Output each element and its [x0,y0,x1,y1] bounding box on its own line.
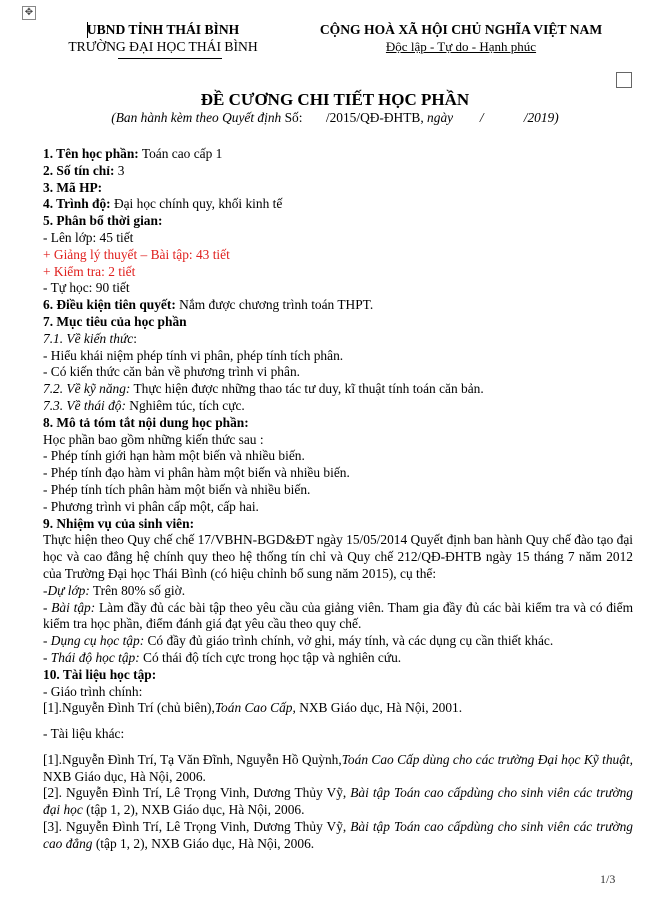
section-9-attitude: - Thái độ học tập: Có thái độ tích cực trong học tập và nghiên cứu. [43,649,402,665]
list-item: - Lên lớp: 45 tiết [43,229,134,245]
list-item: - Phép tính giới hạn hàm một biến và nhiều biến. [43,448,305,464]
reference-other-3: [3]. Nguyễn Đình Trí, Lê Trọng Vinh, Dương Thủy Vỹ, Bài tập Toán cao cấpdùng cho sinh viên các trường cao đẳng (tập 1, 2), NXB Giáo dục, Hà Nội, 2006. [43,819,633,851]
section-9: 9. Nhiệm vụ của sinh viên: [43,515,195,531]
section-10-other-label: - Tài liệu khác: [43,726,125,742]
list-item: - Phép tính đạo hàm vi phân hàm một biến và nhiều biến. [43,465,350,481]
section-4: 4. Trình độ: Đại học chính quy, khối kinh tế [43,196,283,212]
section-10: 10. Tài liệu học tập: [43,666,157,682]
list-item: + Kiểm tra: 2 tiết [43,263,136,279]
subsection-7-3: 7.3. Về thái độ: Nghiêm túc, tích cực. [43,397,245,413]
national-title: CỘNG HOÀ XÃ HỘI CHỦ NGHĨA VIỆT NAM [319,22,603,37]
header-underline [118,58,222,59]
section-1: 1. Tên học phần: Toán cao cấp 1 [43,146,223,161]
school-name: TRƯỜNG ĐẠI HỌC THÁI BÌNH [68,39,258,54]
list-item: - Phương trình vi phân cấp một, cấp hai. [43,498,259,514]
section-9-paragraph: Thực hiện theo Quy chế chế 17/VBHN-BGD&ĐT ngày 15/05/2014 Quyết định ban hành Quy chế đào tạo đại học và cao đẳng hệ chính quy theo hệ thống tín chỉ và Quy chế 212/QĐ-ĐHTB ngày 15 tháng 7 năm 2012 của Trường Đại học Thái Bình (có hiệu chỉnh bổ sung năm 2015), cụ thể: [43,532,633,581]
section-2: 2. Số tín chỉ: 3 [43,162,125,178]
table-move-handle-icon[interactable]: ✥ [22,6,36,20]
reference-main-1: [1].Nguyễn Đình Trí (chủ biên),Toán Cao Cấp, NXB Giáo dục, Hà Nội, 2001. [43,700,463,716]
list-item: - Phép tính tích phân hàm một biến và nhiều biến. [43,481,311,497]
section-9-attendance: -Dự lớp: Trên 80% số giờ. [43,582,186,598]
list-item: - Có kiến thức căn bản về phương trình vi phân. [43,364,300,380]
document-title: ĐỀ CƯƠNG CHI TIẾT HỌC PHẦN [200,90,470,109]
page-number: 1/3 [600,872,616,886]
section-8: 8. Mô tả tóm tắt nội dung học phần: [43,414,249,430]
reference-other-2: [2]. Nguyễn Đình Trí, Lê Trọng Vinh, Dương Thủy Vỹ, Bài tập Toán cao cấpdùng cho sinh viên các trường đại học (tập 1, 2), NXB Giáo dục, Hà Nội, 2006. [43,785,633,818]
section-5: 5. Phân bổ thời gian: [43,213,163,229]
section-9-tools: - Dụng cụ học tập: Có đầy đủ giáo trình chính, vở ghi, máy tính, và các dụng cụ cần thiết khác. [43,633,554,649]
section-8-intro: Học phần bao gồm những kiến thức sau : [43,431,264,447]
section-10-main-label: - Giáo trình chính: [43,683,143,699]
section-3: 3. Mã HP: [43,179,103,195]
document-body [43,146,633,853]
reference-other-1: [1].Nguyễn Đình Trí, Tạ Văn Đĩnh, Nguyễn Hồ Quỳnh,Toán Cao Cấp dùng cho các trường Đại học Kỹ thuật, NXB Giáo dục, Hà Nội, 2006. [43,751,633,784]
list-item: + Giảng lý thuyết – Bài tập: 43 tiết [43,246,230,262]
subsection-7-2: 7.2. Về kỹ năng: Thực hiện được những thao tác tư duy, kĩ thuật tính toán căn bản. [43,381,484,397]
document-subtitle: (Ban hành kèm theo Quyết định Số: /2015/QĐ-ĐHTB, ngày / /2019) [111,110,559,125]
section-7: 7. Mục tiêu của học phần [43,313,187,329]
section-9-homework: - Bài tập: Làm đầy đủ các bài tập theo yêu cầu của giảng viên. Tham gia đầy đủ các bài kiểm tra và có điểm kiểm tra học phần, điểm đánh giá đạt yêu cầu theo quy chế. [43,599,633,632]
list-item: - Tự học: 90 tiết [43,280,130,296]
section-6: 6. Điều kiện tiên quyết: Nắm được chương trình toán THPT. [43,297,374,313]
list-item: - Hiểu khái niệm phép tính vi phân, phép tính tích phân. [43,347,344,363]
margin-checkbox[interactable] [616,72,632,88]
org-name: UBND TỈNH THÁI BÌNH [86,22,240,37]
subsection-7-1: 7.1. Về kiến thức: [43,330,137,346]
national-motto: Độc lập - Tự do - Hạnh phúc [385,39,537,54]
